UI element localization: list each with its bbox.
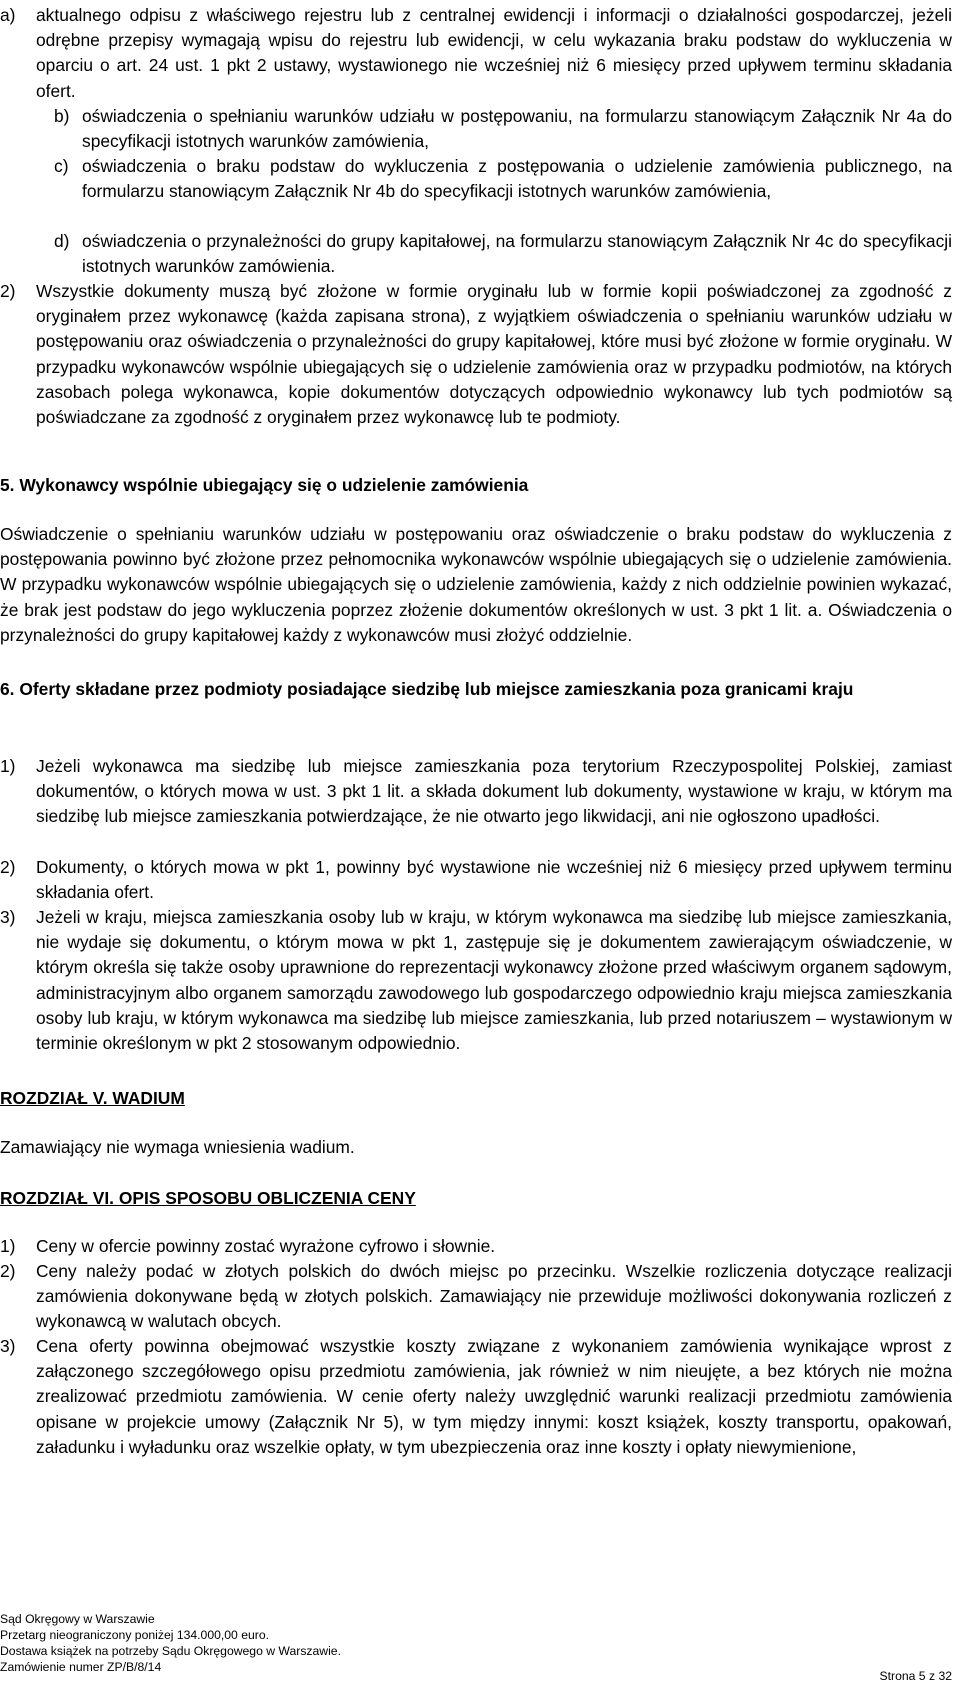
list-marker: 1): [0, 756, 16, 776]
chapter-6-item-2: [0, 1259, 952, 1335]
list-item-c: [54, 154, 952, 204]
list-marker: b): [54, 106, 70, 126]
section-6-item-2: [0, 855, 952, 905]
chapter-6-item-1: [0, 1234, 952, 1259]
list-item-b: [54, 104, 952, 154]
section-heading-5: 5. Wykonawcy wspólnie ubiegający się o udzielenie zamówienia: [0, 475, 529, 495]
footer-line: Zamówienie numer ZP/B/8/14: [0, 1660, 162, 1674]
chapter-6-item-3: [0, 1334, 952, 1460]
page-number: Strona 5 z 32: [879, 1669, 952, 1683]
list-marker: 2): [0, 281, 16, 301]
list-marker: 1): [0, 1236, 16, 1256]
list-item-text: oświadczenia o spełnianiu warunków udziału w postępowaniu, na formularzu stanowiącym Załącznik Nr 4a do specyfikacji istotnych warunków zamówienia,: [82, 106, 952, 152]
section-5-body: Oświadczenie o spełnianiu warunków udziału w postępowaniu oraz oświadczenie o braku podstaw do wykluczenia z postępowania powinno być złożone przez pełnomocnika wykonawców wspólnie ubiegających się o udzielenie zamówienia. W przypadku wykonawców wspólnie ubiegających się o udzielenie zamówienia, każdy z nich oddzielnie powinien wykazać, że brak jest podstaw do jego wykluczenia poprzez złożenie dokumentów określonych w ust. 3 pkt 1 lit. a. Oświadczenia o przynależności do grupy kapitałowej każdy z wykonawców musi złożyć oddzielnie.: [0, 524, 952, 645]
footer-line: Przetarg nieograniczony poniżej 134.000,00 euro.: [0, 1628, 269, 1642]
list-marker: 3): [0, 907, 16, 927]
list-item-text: Ceny w ofercie powinny zostać wyrażone cyfrowo i słownie.: [36, 1236, 496, 1256]
list-marker: a): [0, 5, 16, 25]
list-item-text: Cena oferty powinna obejmować wszystkie koszty związane z wykonaniem zamówienia wynikające wprost z załączonego szczegółowego opisu przedmiotu zamówienia, jak również w nim nieujęte, a bez których nie można zrealizować przedmiotu zamówienia. W cenie oferty należy uwzględnić warunki realizacji przedmiotu zamówienia opisane w projekcie umowy (Załącznik Nr 5), w tym między innymi: koszt książek, koszty transportu, opakowań, załadunku i wyładunku oraz wszelkie opłaty, w tym ubezpieczenia oraz inne koszty i opłaty niewymienione,: [36, 1336, 952, 1457]
list-item-2: [0, 279, 952, 430]
list-item-text: aktualnego odpisu z właściwego rejestru lub z centralnej ewidencji i informacji o działalności gospodarczej, jeżeli odrębne przepisy wymagają wpisu do rejestru lub ewidencji, w celu wykazania braku podstaw do wykluczenia w oparciu o art. 24 ust. 1 pkt 2 ustawy, wystawionego nie wcześniej niż 6 miesięcy przed upływem terminu składania ofert.: [36, 5, 952, 101]
list-marker: c): [54, 156, 69, 176]
chapter-5-body: Zamawiający nie wymaga wniesienia wadium.: [0, 1137, 355, 1157]
list-marker: 2): [0, 857, 16, 877]
list-item-text: Jeżeli wykonawca ma siedzibę lub miejsce zamieszkania poza terytorium Rzeczypospolitej Polskiej, zamiast dokumentów, o których mowa w ust. 3 pkt 1 lit. a składa dokument lub dokumenty, wystawione w kraju, w którym ma siedzibę lub miejsce zamieszkania potwierdzające, że nie otwarto jego likwidacji, ani nie ogłoszono upadłości.: [36, 756, 952, 827]
list-marker: 2): [0, 1261, 16, 1281]
list-marker: 3): [0, 1336, 16, 1356]
chapter-6-heading: ROZDZIAŁ VI. OPIS SPOSOBU OBLICZENIA CENY: [0, 1188, 416, 1208]
footer-line: Dostawa książek na potrzeby Sądu Okręgowego w Warszawie.: [0, 1644, 341, 1658]
footer-line: Sąd Okręgowy w Warszawie: [0, 1612, 155, 1626]
section-6-item-1: [0, 754, 952, 830]
chapter-5-heading: ROZDZIAŁ V. WADIUM: [0, 1088, 185, 1108]
section-heading-6: 6. Oferty składane przez podmioty posiadające siedzibę lub miejsce zamieszkania poza granicami kraju: [0, 679, 854, 699]
list-marker: d): [54, 231, 70, 251]
list-item-d: [54, 229, 952, 279]
section-6-item-3: [0, 905, 952, 1056]
list-item-a: [0, 3, 952, 104]
list-item-text: Dokumenty, o których mowa w pkt 1, powinny być wystawione nie wcześniej niż 6 miesięcy przed upływem terminu składania ofert.: [36, 857, 952, 903]
list-item-text: Ceny należy podać w złotych polskich do dwóch miejsc po przecinku. Wszelkie rozliczenia dotyczące realizacji zamówienia dokonywane będą w złotych polskich. Zamawiający nie przewiduje możliwości dokonywania rozliczeń z wykonawcą w walutach obcych.: [36, 1261, 952, 1332]
list-item-text: Wszystkie dokumenty muszą być złożone w formie oryginału lub w formie kopii poświadczonej za zgodność z oryginałem przez wykonawcę (każda zapisana strona), z wyjątkiem oświadczenia o spełnianiu warunków udziału w postępowaniu oraz oświadczenia o przynależności do grupy kapitałowej, które musi być złożone w formie oryginału. W przypadku wykonawców wspólnie ubiegających się o udzielenie zamówienia oraz w przypadku podmiotów, na których zasobach polega wykonawca, kopie dokumentów dotyczących odpowiednio wykonawcy lub tych podmiotów są poświadczane za zgodność z oryginałem przez wykonawcę lub te podmioty.: [36, 281, 952, 428]
list-item-text: oświadczenia o przynależności do grupy kapitałowej, na formularzu stanowiącym Załącznik Nr 4c do specyfikacji istotnych warunków zamówienia.: [82, 231, 952, 277]
list-item-text: oświadczenia o braku podstaw do wykluczenia z postępowania o udzielenie zamówienia publicznego, na formularzu stanowiącym Załącznik Nr 4b do specyfikacji istotnych warunków zamówienia,: [82, 156, 952, 202]
list-item-text: Jeżeli w kraju, miejsca zamieszkania osoby lub w kraju, w którym wykonawca ma siedzibę lub miejsce zamieszkania, nie wydaje się dokumentu, o którym mowa w pkt 1, zastępuje się je dokumentem zawierającym oświadczenie, w którym określa się także osoby uprawnione do reprezentacji wykonawcy złożone przed właściwym organem sądowym, administracyjnym albo organem samorządu zawodowego lub gospodarczego odpowiednio kraju miejsca zamieszkania osoby lub kraju, w którym wykonawca ma siedzibę lub miejsce zamieszkania, lub przed notariuszem – wystawionym w terminie określonym w pkt 2 stosowanym odpowiednio.: [36, 907, 952, 1054]
page-footer: [0, 1611, 341, 1675]
